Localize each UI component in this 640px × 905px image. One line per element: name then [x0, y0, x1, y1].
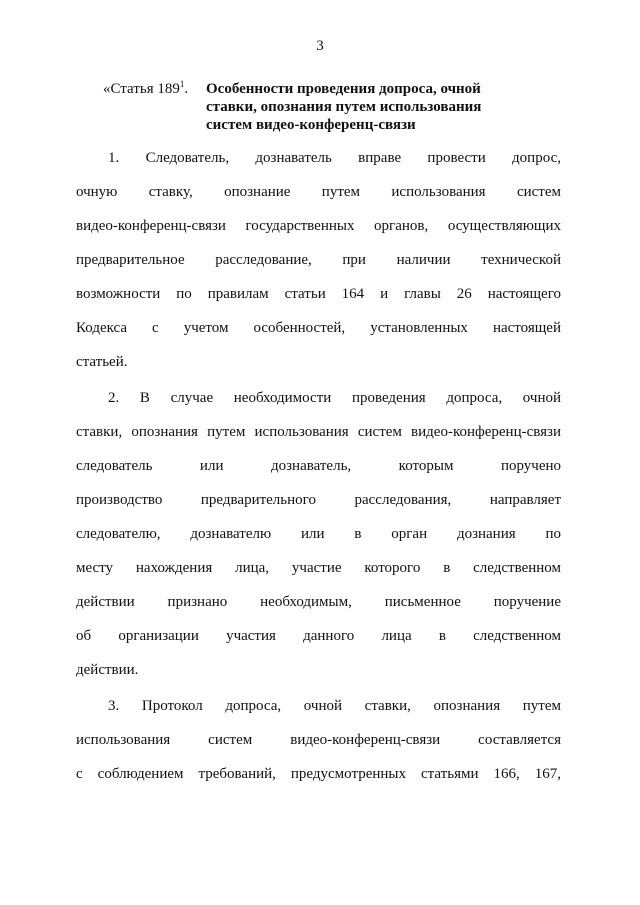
paragraph-2-line: следователю, дознавателю или в орган дознания по	[76, 526, 561, 542]
paragraph-2-line: действии.	[76, 662, 139, 678]
page-number: 3	[316, 38, 324, 54]
paragraph-3-line: с соблюдением требований, предусмотренных статьями 166, 167,	[76, 766, 561, 782]
article-heading	[103, 80, 573, 134]
paragraph-1-line: 1. Следователь, дознаватель вправе провести допрос,	[108, 150, 561, 166]
paragraph-3-line: использования систем видео-конференц-связи составляется	[76, 732, 561, 748]
paragraph-2-line: об организации участия данного лица в следственном	[76, 628, 561, 644]
paragraph-2-line: производство предварительного расследования, направляет	[76, 492, 561, 508]
article-title-line: систем видео-конференц-связи	[206, 117, 416, 133]
paragraph-1-line: предварительное расследование, при наличии технической	[76, 252, 561, 268]
paragraph-2-line: действии признано необходимым, письменное поручение	[76, 594, 561, 610]
article-number: «Статья $189^1$.	[103, 79, 189, 97]
article-title	[206, 80, 506, 134]
article-title-line: Особенности проведения допроса, очной	[206, 81, 481, 97]
paragraph-1-line: очную ставку, опознание путем использования систем	[76, 184, 561, 200]
paragraph-1-line: Кодекса с учетом особенностей, установленных настоящей	[76, 320, 561, 336]
paragraph-3-line: 3. Протокол допроса, очной ставки, опознания путем	[108, 698, 561, 714]
paragraph-2-line: месту нахождения лица, участие которого в следственном	[76, 560, 561, 576]
paragraph-2-line: 2. В случае необходимости проведения допроса, очной	[108, 390, 561, 406]
paragraph-2-line: ставки, опознания путем использования систем видео-конференц-связи	[76, 424, 561, 440]
paragraph-1-line: статьей.	[76, 354, 128, 370]
paragraph-1-line: возможности по правилам статьи 164 и главы 26 настоящего	[76, 286, 561, 302]
article-title-line: ставки, опознания путем использования	[206, 99, 482, 115]
paragraph-2-line: следователь или дознаватель, которым поручено	[76, 458, 561, 474]
paragraph-1-line: видео-конференц-связи государственных органов, осуществляющих	[76, 218, 561, 234]
